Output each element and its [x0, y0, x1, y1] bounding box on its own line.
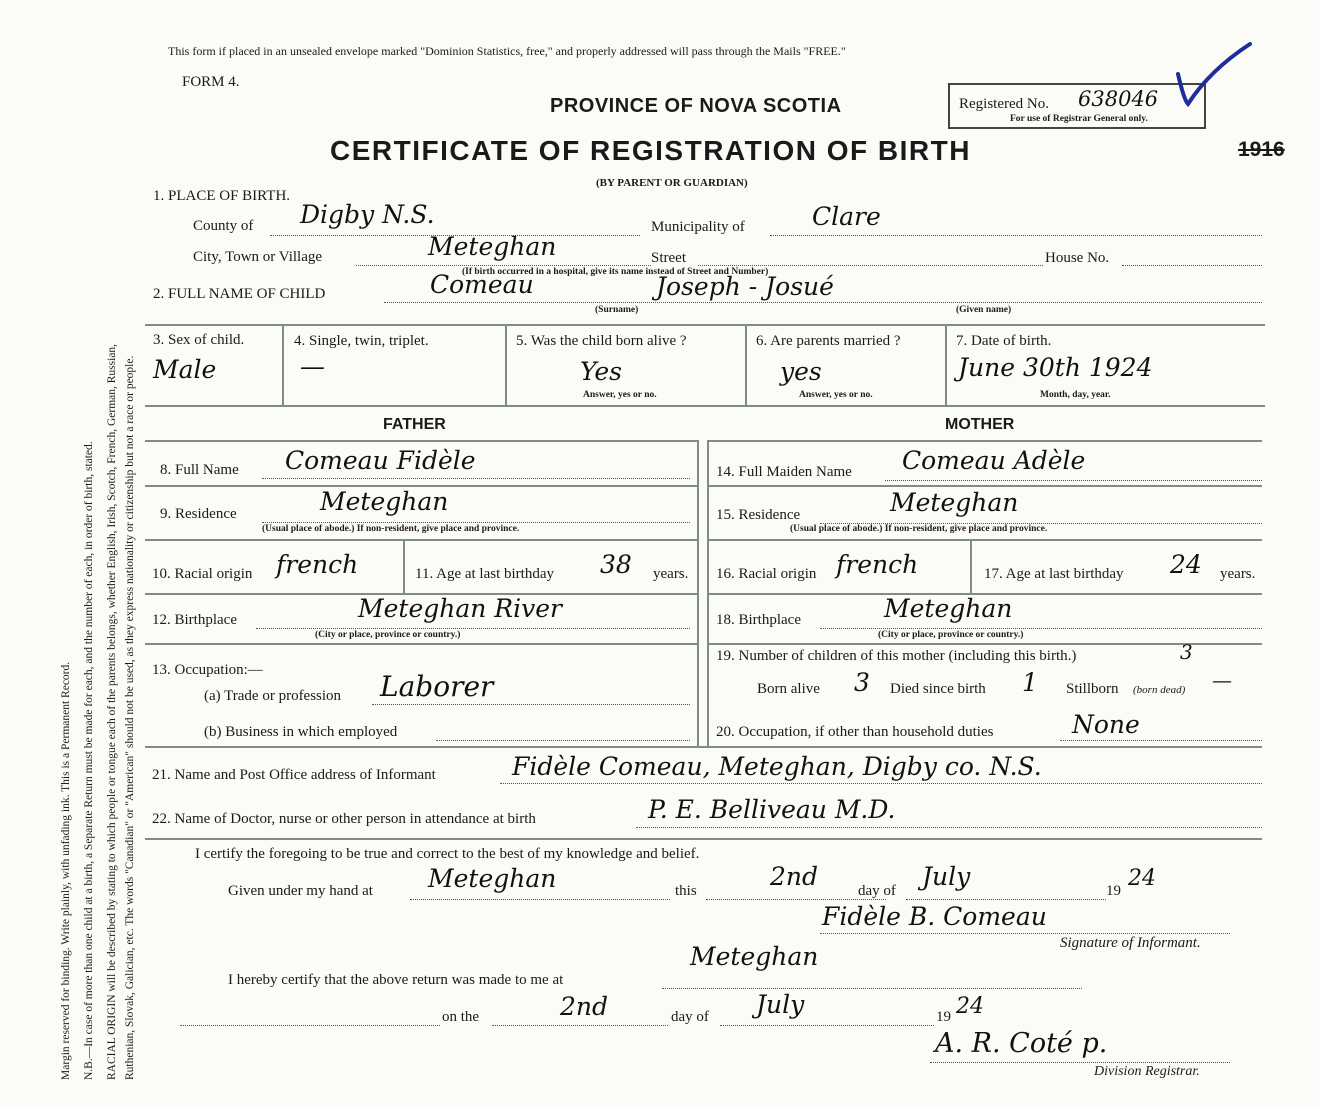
registered-box	[948, 83, 1206, 129]
parents-married-value: yes	[780, 357, 822, 386]
city-label: City, Town or Village	[193, 249, 323, 265]
given-day: 2nd	[770, 862, 819, 891]
born-alive-label: 5. Was the child born alive ?	[516, 333, 687, 349]
certify-statement: I certify the foregoing to be true and correct to the best of my knowledge and belief.	[195, 846, 700, 862]
child-given-value: Joseph - Josué	[656, 272, 834, 301]
father-racial-value: french	[276, 550, 359, 579]
died-since-birth-label: Died since birth	[890, 681, 986, 697]
registrar-day-of-label: day of	[671, 1009, 709, 1025]
side-note-binding: Margin reserved for binding. Write plainly, with unfading ink. This is a Permanent Record.	[60, 661, 72, 1080]
dob-value: June 30th 1924	[958, 353, 1153, 382]
on-the-label: on the	[442, 1009, 480, 1025]
mother-name-label: 14. Full Maiden Name	[716, 464, 852, 480]
father-birthplace-caption: (City or place, province or country.)	[315, 630, 461, 640]
children-count-label: 19. Number of children of this mother (including this birth.)	[716, 648, 1077, 664]
registrar-signature: A. R. Coté p.	[935, 1028, 1108, 1059]
plurality-label: 4. Single, twin, triplet.	[294, 333, 429, 349]
father-residence-value: Meteghan	[320, 487, 449, 516]
registrar-caption: Division Registrar.	[1094, 1064, 1200, 1079]
father-trade-value: Laborer	[380, 670, 494, 703]
mother-birthplace-label: 18. Birthplace	[716, 612, 801, 628]
registrar-statement: I hereby certify that the above return was made to me at	[228, 972, 564, 988]
father-name-value: Comeau Fidèle	[285, 446, 476, 475]
informant-value: Fidèle Comeau, Meteghan, Digby co. N.S.	[512, 752, 1042, 781]
form-number: FORM 4.	[182, 74, 240, 90]
father-name-label: 8. Full Name	[160, 462, 239, 478]
plurality-value: —	[300, 352, 325, 381]
street-label: Street	[651, 250, 686, 266]
mother-age-value: 24	[1170, 550, 1202, 579]
side-note-racial-origin-1: RACIAL ORIGIN will be described by stating to which people or tongue each of the parents belongs, whether English, Irish, Scotch, French, German, Russian,	[106, 343, 118, 1080]
born-alive-value: Yes	[580, 357, 622, 386]
mother-heading: MOTHER	[945, 416, 1015, 433]
mother-residence-label: 15. Residence	[716, 507, 801, 523]
father-trade-label: (a) Trade or profession	[204, 688, 342, 704]
mother-age-label: 17. Age at last birthday	[984, 566, 1124, 582]
father-birthplace-label: 12. Birthplace	[152, 612, 237, 628]
municipality-label: Municipality of	[651, 219, 745, 235]
given-year: 24	[1128, 866, 1156, 891]
mother-occupation-value: None	[1072, 710, 1140, 739]
mail-notice: This form if placed in an unsealed envelope marked "Dominion Statistics, free," and properly addressed will pass through the Mails "FREE."	[168, 44, 846, 58]
mother-occupation-label: 20. Occupation, if other than household duties	[716, 724, 994, 740]
father-business-label: (b) Business in which employed	[204, 724, 398, 740]
child-name-label: 2. FULL NAME OF CHILD	[153, 286, 326, 302]
house-no-label: House No.	[1045, 250, 1110, 266]
mother-years-label: years.	[1220, 566, 1256, 582]
surname-caption: (Surname)	[595, 305, 639, 315]
registrar-month: July	[756, 990, 805, 1019]
informant-signature-caption: Signature of Informant.	[1060, 935, 1201, 951]
city-value: Meteghan	[428, 232, 557, 261]
father-residence-caption: (Usual place of abode.) If non-resident, give place and province.	[262, 524, 520, 534]
dob-label: 7. Date of birth.	[956, 333, 1052, 349]
doctor-label: 22. Name of Doctor, nurse or other person in attendance at birth	[152, 811, 536, 827]
father-years-label: years.	[653, 566, 689, 582]
county-value: Digby N.S.	[300, 200, 435, 229]
province-heading: PROVINCE OF NOVA SCOTIA	[550, 95, 842, 117]
stillborn-note: (born dead)	[1133, 684, 1186, 696]
given-at-label: Given under my hand at	[228, 883, 373, 899]
father-residence-label: 9. Residence	[160, 506, 237, 522]
child-surname-value: Comeau	[430, 270, 534, 299]
doctor-value: P. E. Belliveau M.D.	[648, 795, 896, 824]
informant-label: 21. Name and Post Office address of Informant	[152, 767, 436, 783]
children-count-value: 3	[1180, 640, 1193, 664]
mother-birthplace-caption: (City or place, province or country.)	[878, 630, 1024, 640]
born-alive-count-label: Born alive	[757, 681, 820, 697]
mother-name-value: Comeau Adèle	[902, 446, 1086, 475]
given-day-of-label: day of	[858, 883, 896, 899]
corner-code: 1916	[1238, 138, 1285, 161]
given-month: July	[922, 862, 971, 891]
father-racial-label: 10. Racial origin	[152, 566, 253, 582]
mother-racial-label: 16. Racial origin	[716, 566, 817, 582]
registrar-year-prefix: 19	[936, 1009, 951, 1025]
sex-label: 3. Sex of child.	[153, 332, 245, 348]
checkmark-icon	[1170, 40, 1260, 110]
certificate-title: CERTIFICATE OF REGISTRATION OF BIRTH	[330, 135, 971, 166]
father-heading: FATHER	[383, 416, 446, 433]
side-note-multiple-births: N.B.—In case of more than one child at a birth, a Separate Return must be made for each, and the number of each, in order of birth, stated.	[83, 441, 95, 1080]
this-label: this	[675, 883, 697, 899]
given-at-place: Meteghan	[428, 864, 557, 893]
hospital-note: (If birth occurred in a hospital, give its name instead of Street and Number)	[462, 267, 769, 277]
informant-signature: Fidèle B. Comeau	[822, 902, 1047, 931]
father-age-label: 11. Age at last birthday	[415, 566, 554, 582]
registrar-place: Meteghan	[690, 942, 819, 971]
mother-birthplace-value: Meteghan	[884, 594, 1013, 623]
stillborn-value: —	[1212, 668, 1232, 692]
municipality-value: Clare	[812, 202, 881, 231]
place-of-birth-label: 1. PLACE OF BIRTH.	[153, 188, 291, 204]
father-age-value: 38	[600, 550, 632, 579]
dob-caption: Month, day, year.	[1040, 390, 1111, 400]
county-label: County of	[193, 218, 254, 234]
born-alive-caption: Answer, yes or no.	[583, 390, 657, 400]
given-caption: (Given name)	[956, 305, 1012, 315]
registered-label: Registered No.	[959, 96, 1049, 112]
given-year-prefix: 19	[1106, 883, 1121, 899]
parents-married-label: 6. Are parents married ?	[756, 333, 901, 349]
registrar-year: 24	[956, 994, 984, 1019]
sex-value: Male	[153, 355, 217, 384]
registrar-note: For use of Registrar General only.	[1010, 114, 1148, 124]
certificate-subtitle: (BY PARENT OR GUARDIAN)	[596, 177, 748, 189]
mother-racial-value: french	[836, 550, 919, 579]
died-since-birth-value: 1	[1022, 668, 1038, 697]
father-birthplace-value: Meteghan River	[358, 594, 562, 623]
stillborn-label: Stillborn	[1066, 681, 1119, 697]
father-occupation-label: 13. Occupation:—	[152, 662, 263, 678]
parents-married-caption: Answer, yes or no.	[799, 390, 873, 400]
registered-number: 638046	[1078, 87, 1159, 111]
mother-residence-caption: (Usual place of abode.) If non-resident, give place and province.	[790, 524, 1048, 534]
born-alive-count-value: 3	[854, 668, 870, 697]
mother-residence-value: Meteghan	[890, 488, 1019, 517]
registrar-day: 2nd	[560, 992, 609, 1021]
side-note-racial-origin-2: Ruthenian, Slovak, Galician, etc. The words "Canadian" or "American" should not be used, as they express nationality or citizenship but not a race or people.	[124, 355, 136, 1080]
